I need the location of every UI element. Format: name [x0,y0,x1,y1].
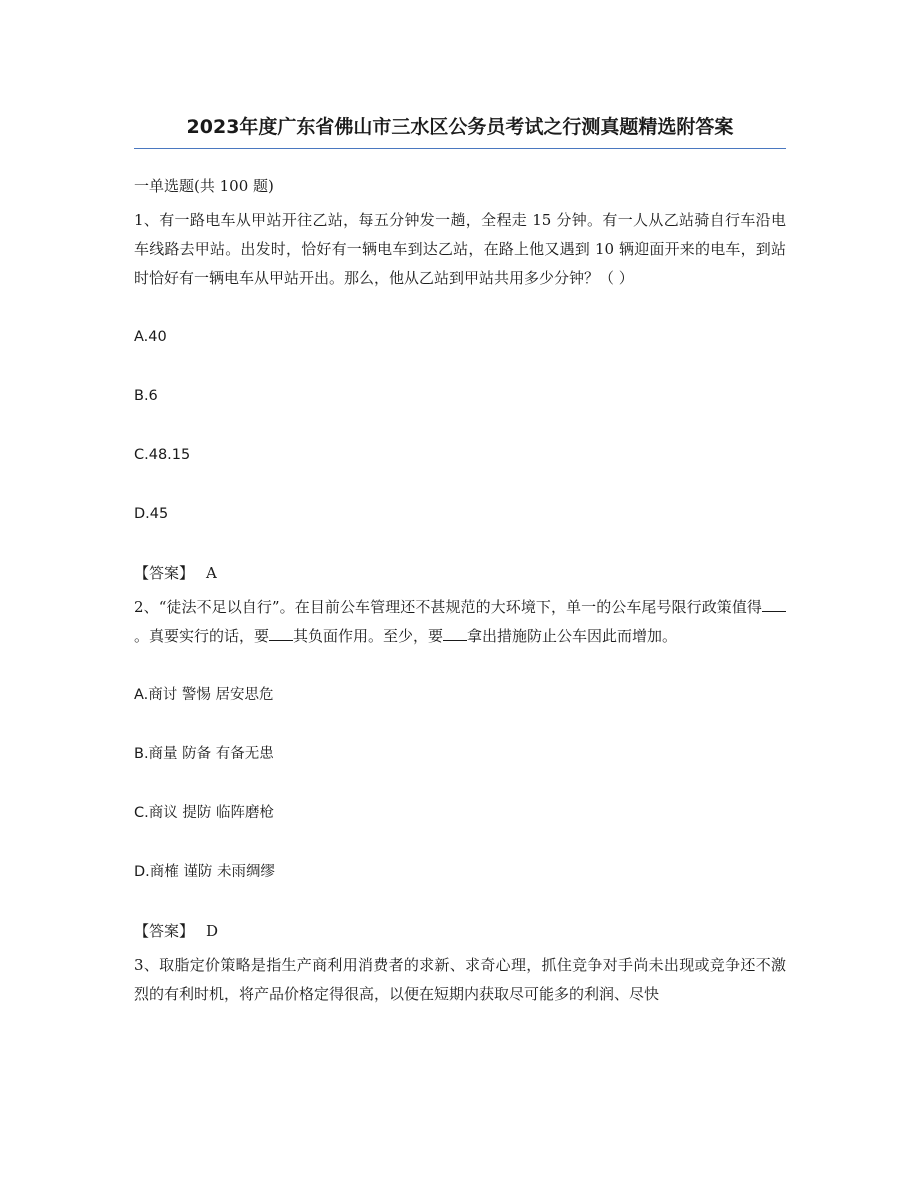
section-heading: 一单选题(共 100 题) [134,177,274,195]
page-title: 2023年度广东省佛山市三水区公务员考试之行测真题精选附答案 [186,116,734,138]
fill-blank-3 [443,626,467,641]
question-1-option-d: D.45 [134,506,169,522]
question-1-option-c: C.48.15 [134,447,191,463]
question-2-option-b: B.商量 防备 有备无患 [134,746,274,762]
question-2-option-a: A.商讨 警惕 居安思危 [134,687,274,703]
answer-label: 【答案】 [134,922,195,940]
answer-value: A [206,564,217,582]
question-2-text-part-4: 拿出措施防止公车因此而增加。 [467,627,678,645]
fill-blank-1 [762,597,786,612]
question-1-option-b: B.6 [134,388,158,404]
fill-blank-2 [269,626,293,641]
question-2-text-part-1: 2、“徒法不足以自行”。在目前公车管理还不甚规范的大环境下，单一的公车尾号限行政策值得 [134,598,762,616]
question-2-answer [134,917,786,946]
question-2-option-d: D.商榷 谨防 未雨绸缪 [134,864,275,880]
answer-value: D [206,922,219,940]
question-1-answer [134,559,786,588]
question-1-text: 1、有一路电车从甲站开往乙站，每五分钟发一趟，全程走 15 分钟。有一人从乙站骑自行车沿电车线路去甲站。出发时，恰好有一辆电车到达乙站，在路上他又遇到 10 辆迎面开来的电车，到站时恰好有一辆电车从甲站开出。那么，他从乙站到甲站共用多少分钟？（ ） [134,211,786,287]
question-2-text-part-3: 其负面作用。至少，要 [293,627,444,645]
question-3-text: 3、取脂定价策略是指生产商利用消费者的求新、求奇心理，抓住竞争对手尚未出现或竞争还不激烈的有利时机，将产品价格定得很高，以便在短期内获取尽可能多的利润、尽快 [134,956,786,1003]
title-divider [134,148,786,149]
question-1-option-a: A.40 [134,329,167,345]
answer-label: 【答案】 [134,564,195,582]
question-2-text-part-2: 。真要实行的话，要 [134,627,270,645]
question-2-option-c: C.商议 提防 临阵磨枪 [134,805,274,821]
document-body [134,172,786,1009]
question-2-text [134,593,786,651]
